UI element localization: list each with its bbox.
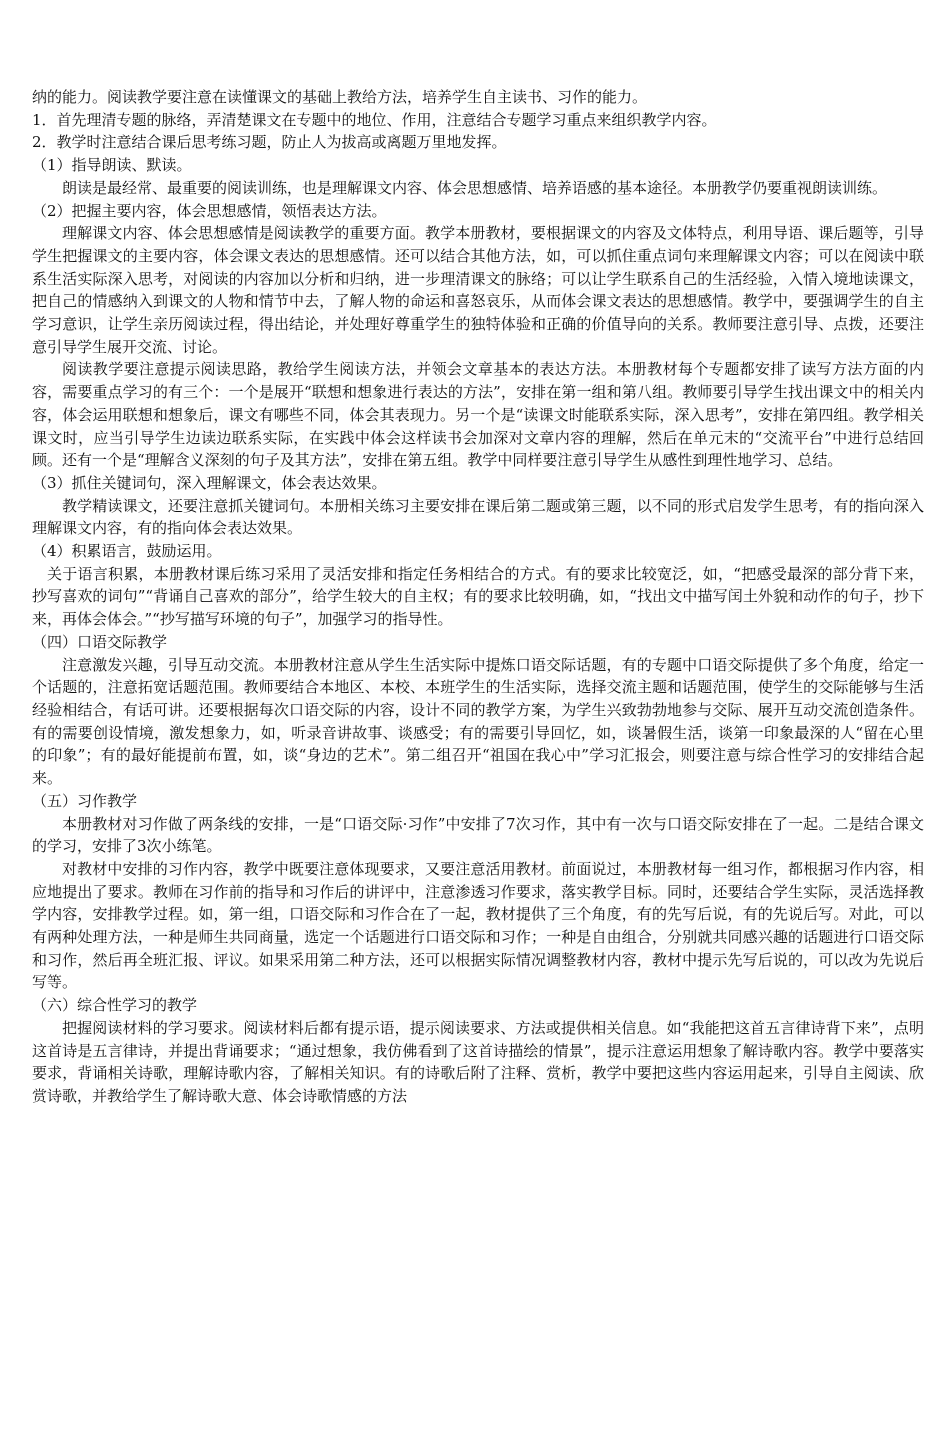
document-body — [32, 86, 924, 1108]
subheading: （3）抓住关键词句，深入理解课文，体会表达效果。 — [32, 473, 387, 492]
list-item: 2．教学时注意结合课后思考练习题，防止人为拔高或离题万里地发挥。 — [32, 133, 507, 152]
paragraph: 关于语言积累，本册教材课后练习采用了灵活安排和指定任务相结合的方式。有的要求比较宽泛，如，“把感受最深的部分背下来，抄写喜欢的词句”“背诵自己喜欢的部分”，给学生较大的自主权；有的要求比较明确，如，“找出文中描写闰土外貌和动作的句子，抄下来，再体会体会。”“抄写描写环境的句子”，加强学习的指导性。 — [32, 564, 924, 629]
paragraph: 教学精读课文，还要注意抓关键词句。本册相关练习主要安排在课后第二题或第三题，以不同的形式启发学生思考，有的指向深入理解课文内容，有的指向体会表达效果。 — [32, 496, 924, 538]
paragraph: 朗读是最经常、最重要的阅读训练，也是理解课文内容、体会思想感情、培养语感的基本途径。本册教学仍要重视朗读训练。 — [62, 178, 888, 197]
subheading: （4）积累语言，鼓励运用。 — [32, 542, 222, 561]
section-heading: （四）口语交际教学 — [32, 632, 168, 651]
list-item: 1．首先理清专题的脉络，弄清楚课文在专题中的地位、作用，注意结合专题学习重点来组织教学内容。 — [32, 110, 717, 129]
subheading: （2）把握主要内容，体会思想感情，领悟表达方法。 — [32, 201, 387, 220]
paragraph: 注意激发兴趣，引导互动交流。本册教材注意从学生生活实际中提炼口语交际话题，有的专题中口语交际提供了多个角度，给定一个话题的，注意拓宽话题范围。教师要结合本地区、本校、本班学生的生活实际，选择交流主题和话题范围，使学生的交际能够与生活经验相结合，有话可讲。还要根据每次口语交际的内容，设计不同的教学方案，为学生兴致勃勃地参与交际、展开互动交流创造条件。有的需要创设情境，激发想象力，如，听录音讲故事、谈感受；有的需要引导回忆，如，谈暑假生活，谈第一印象最深的人“留在心里的印象”；有的最好能提前布置，如，谈“身边的艺术”。第二组召开“祖国在我心中”学习汇报会，则要注意与综合性学习的安排结合起来。 — [32, 655, 924, 788]
paragraph: 理解课文内容、体会思想感情是阅读教学的重要方面。教学本册教材，要根据课文的内容及文体特点，利用导语、课后题等，引导学生把握课文的主要内容，体会课文表达的思想感情。还可以结合其他方法，如，可以抓住重点词句来理解课文内容；可以在阅读中联系生活实际深入思考，对阅读的内容加以分析和归纳，进一步理清课文的脉络；可以让学生联系自己的生活经验，入情入境地读课文，把自己的情感纳入到课文的人物和情节中去，了解人物的命运和喜怒哀乐，从而体会课文表达的思想感情。教学中，要强调学生的自主学习意识，让学生亲历阅读过程，得出结论，并处理好尊重学生的独特体验和正确的价值导向的关系。教师要注意引导、点拨，还要注意引导学生展开交流、讨论。 — [32, 224, 924, 356]
subheading: （1）指导朗读、默读。 — [32, 156, 192, 175]
paragraph: 对教材中安排的习作内容，教学中既要注意体现要求，又要注意活用教材。前面说过，本册教材每一组习作，都根据习作内容，相应地提出了要求。教师在习作前的指导和习作后的讲评中，注意渗透习作要求，落实教学目标。同时，还要结合学生实际，灵活选择教学内容，安排教学过程。如，第一组，口语交际和习作合在了一起，教材提供了三个角度，有的先写后说，有的先说后写。对此，可以有两种处理方法，一种是师生共同商量，选定一个话题进行口语交际和习作；一种是自由组合，分别就共同感兴趣的话题进行口语交际和习作，然后再全班汇报、评议。如果采用第二种方法，还可以根据实际情况调整教材内容，教材中提示先写后说的，可以改为先说后写等。 — [32, 859, 924, 992]
paragraph: 纳的能力。阅读教学要注意在读懂课文的基础上教给方法，培养学生自主读书、习作的能力。 — [32, 88, 648, 106]
section-heading: （六）综合性学习的教学 — [32, 996, 198, 1015]
paragraph: 把握阅读材料的学习要求。阅读材料后都有提示语，提示阅读要求、方法或提供相关信息。如“我能把这首五言律诗背下来”，点明这首诗是五言律诗，并提出背诵要求；“通过想象，我仿佛看到了这首诗描绘的情景”，提示注意运用想象了解诗歌内容。教学中要落实要求，背诵相关诗歌，理解诗歌内容，了解相关知识。有的诗歌后附了注释、赏析，教学中要把这些内容运用起来，引导自主阅读、欣赏诗歌，并教给学生了解诗歌大意、体会诗歌情感的方法 — [32, 1018, 924, 1105]
paragraph: 阅读教学要注意提示阅读思路，教给学生阅读方法，并领会文章基本的表达方法。本册教材每个专题都安排了读写方法方面的内容，需要重点学习的有三个：一个是展开“联想和想象进行表达的方法”，安排在第一组和第八组。教师要引导学生找出课文中的相关内容，体会运用联想和想象后，课文有哪些不同，体会其表现力。另一个是“读课文时能联系实际，深入思考”，安排在第四组。教学相关课文时，应当引导学生边读边联系实际，在实践中体会这样读书会加深对文章内容的理解，然后在单元末的“交流平台”中进行总结回顾。还有一个是“理解含义深刻的句子及其方法”，安排在第五组。教学中同样要注意引导学生从感性到理性地学习、总结。 — [32, 360, 924, 470]
section-heading: （五）习作教学 — [32, 791, 138, 810]
paragraph: 本册教材对习作做了两条线的安排，一是“口语交际·习作”中安排了7次习作，其中有一次与口语交际安排在了一起。二是结合课文的学习，安排了3次小练笔。 — [32, 814, 924, 856]
